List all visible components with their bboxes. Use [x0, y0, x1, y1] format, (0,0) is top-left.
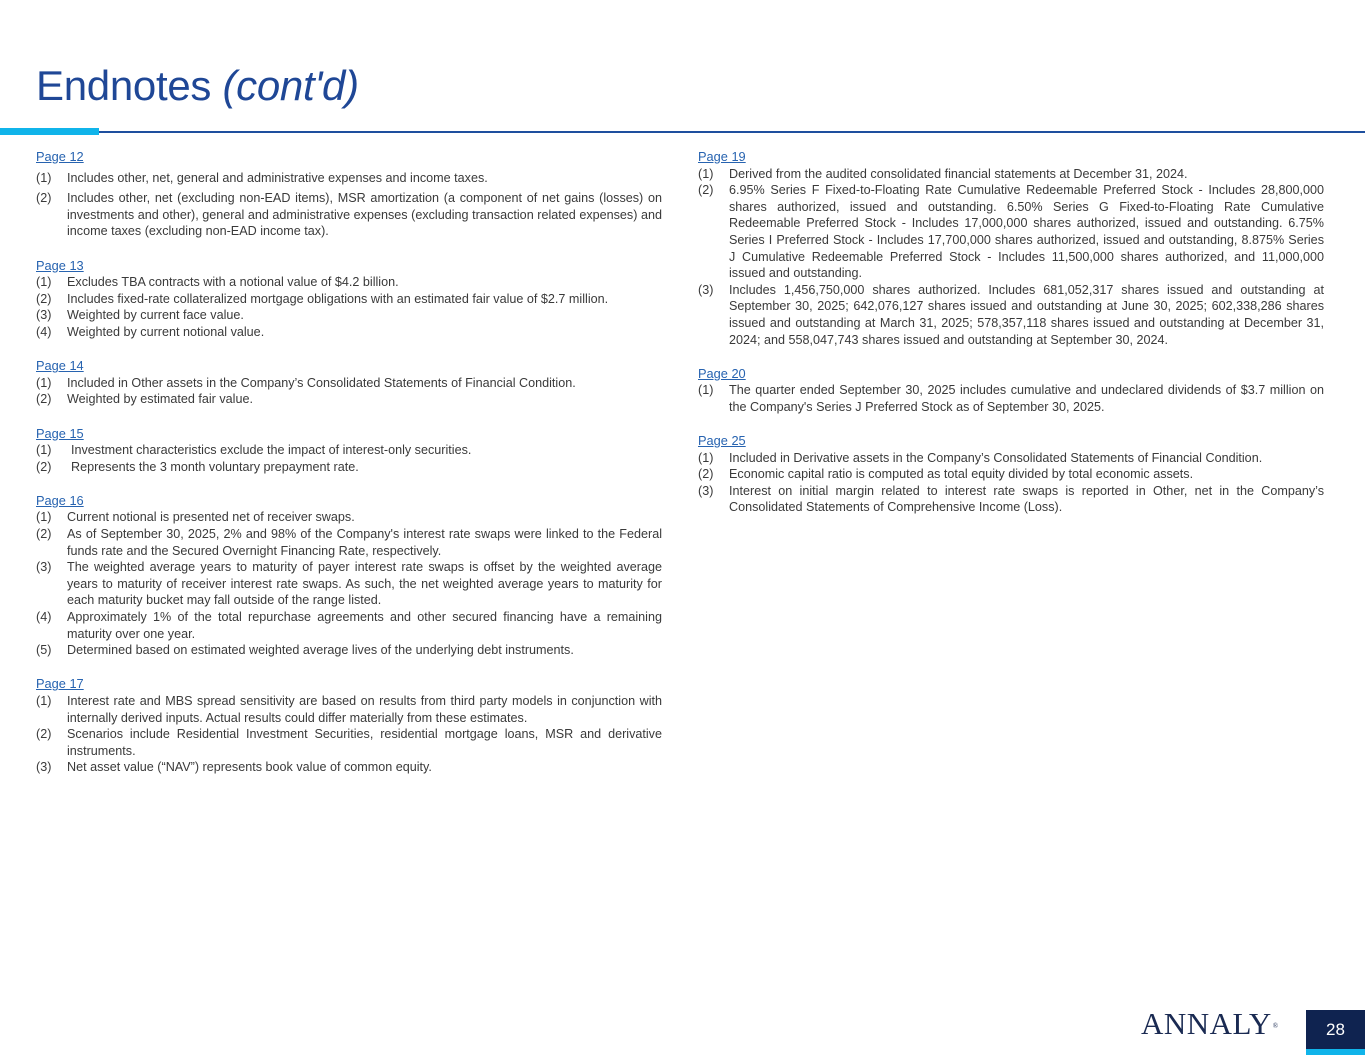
header-accent-bar	[0, 128, 99, 135]
endnote	[36, 307, 662, 324]
endnote-number: (1)	[36, 275, 52, 290]
page-link-20[interactable]: Page 20	[698, 365, 746, 381]
endnote-text: Interest rate and MBS spread sensitivity are based on results from third party models in conjunction with internally derived inputs. Actual results could differ materially from these estimates.	[67, 694, 662, 725]
endnote-text: Includes fixed-rate collateralized mortgage obligations with an estimated fair value of $2.7 million.	[67, 291, 609, 306]
endnote-text: Approximately 1% of the total repurchase agreements and other secured financing have a remaining maturity over one year.	[67, 610, 662, 641]
endnote-text: Includes 1,456,750,000 shares authorized. Includes 681,052,317 shares issued and outstanding at September 30, 2025; 642,076,127 shares issued and outstanding at June 30, 2025; 602,338,286 shares issued and outstanding at March 31, 2025; 578,357,118 shares issued and outstanding at December 31, 2024; and 558,047,743 shares issued and outstanding at September 30, 2024.	[729, 282, 1324, 347]
endnote-number: (1)	[36, 510, 52, 525]
endnote-text: Net asset value (“NAV”) represents book value of common equity.	[67, 760, 432, 775]
endnote-text: Excludes TBA contracts with a notional value of $4.2 billion.	[67, 275, 399, 290]
page-link-17[interactable]: Page 17	[36, 676, 84, 692]
endnote-number: (3)	[36, 560, 52, 575]
endnote-text: Weighted by current face value.	[67, 308, 244, 323]
page-number: 28	[1326, 1019, 1345, 1039]
endnote-text: Interest on initial margin related to interest rate swaps is reported in Other, net in the Company’s Consolidated Statements of Comprehensive Income (Loss).	[729, 483, 1324, 515]
endnote-text: Includes other, net (excluding non-EAD items), MSR amortization (a component of net gains (losses) on investments and other), general and administrative expenses (excluding transaction related expenses) and income taxes (excluding non-EAD income tax).	[67, 191, 662, 239]
endnote-number: (3)	[698, 483, 714, 498]
endnote	[36, 526, 662, 559]
page-link-14[interactable]: Page 14	[36, 358, 84, 374]
endnote	[36, 693, 662, 726]
endnote-text: Economic capital ratio is computed as total equity divided by total economic assets.	[729, 467, 1194, 482]
endnote-section-page-15	[36, 425, 662, 476]
endnote-section-page-25	[698, 432, 1324, 516]
endnote	[36, 509, 662, 526]
registered-mark: ®	[1272, 1022, 1279, 1030]
endnote-section-page-14	[36, 357, 662, 408]
page-link-25[interactable]: Page 25	[698, 433, 746, 449]
endnote-number: (1)	[36, 170, 52, 185]
endnote-number: (2)	[36, 191, 52, 206]
endnote	[36, 726, 662, 759]
endnote-text: Represents the 3 month voluntary prepayment rate.	[71, 459, 359, 474]
endnote	[36, 759, 662, 776]
page-link-19[interactable]: Page 19	[698, 149, 746, 164]
right-column	[698, 148, 1324, 533]
endnote-number: (4)	[36, 324, 52, 339]
endnote-number: (3)	[36, 760, 52, 775]
title-italic: (cont'd)	[222, 62, 359, 109]
endnote-text: As of September 30, 2025, 2% and 98% of the Company's interest rate swaps were linked to the Federal funds rate and the Secured Overnight Financing Rate, respectively.	[67, 527, 662, 558]
endnote	[36, 609, 662, 642]
endnote	[698, 182, 1324, 282]
endnote-number: (1)	[36, 694, 52, 708]
endnote-number: (2)	[36, 527, 52, 542]
endnote	[36, 559, 662, 609]
endnote-section-page-16	[36, 492, 662, 659]
page-link-15[interactable]: Page 15	[36, 425, 84, 441]
endnote-number: (1)	[698, 166, 714, 181]
endnote	[36, 291, 662, 308]
endnote-section-page-13	[36, 257, 662, 341]
endnote-text: Included in Derivative assets in the Company’s Consolidated Statements of Financial Condition.	[729, 450, 1263, 465]
endnote-section-page-19	[698, 148, 1324, 348]
endnote-number: (3)	[698, 282, 714, 297]
endnote	[698, 450, 1324, 467]
endnote-number: (4)	[36, 610, 52, 625]
endnote-number: (5)	[36, 643, 52, 658]
title-main: Endnotes	[36, 62, 223, 109]
annaly-logo	[1141, 1006, 1279, 1042]
endnote-text: Weighted by estimated fair value.	[67, 392, 253, 407]
endnote-text: Current notional is presented net of receiver swaps.	[67, 510, 355, 525]
endnote	[36, 190, 662, 240]
page-number-badge	[1306, 1010, 1365, 1049]
endnote-number: (2)	[698, 467, 714, 482]
endnote	[698, 466, 1324, 483]
endnote-text: Includes other, net, general and administrative expenses and income taxes.	[67, 170, 488, 185]
endnote-number: (1)	[36, 443, 52, 458]
page-link-12[interactable]: Page 12	[36, 149, 84, 164]
endnote	[36, 170, 662, 187]
page-number-accent-strip	[1306, 1049, 1365, 1055]
endnote	[698, 166, 1324, 183]
endnote-text: Weighted by current notional value.	[67, 324, 265, 339]
header-divider	[99, 131, 1365, 133]
endnote-text: Scenarios include Residential Investment Securities, residential mortgage loans, MSR and derivative instruments.	[67, 727, 662, 758]
endnote-number: (2)	[36, 459, 52, 474]
endnote	[36, 459, 662, 476]
endnote	[698, 483, 1324, 516]
endnote	[36, 642, 662, 659]
page-title	[36, 60, 359, 112]
endnote-text: The weighted average years to maturity of payer interest rate swaps is offset by the weighted average years to maturity of receiver interest rate swaps. As such, the net weighted average years to maturity for each maturity bucket may fall outside of the range listed.	[67, 560, 662, 608]
endnote-section-page-20	[698, 365, 1324, 416]
endnote-text: 6.95% Series F Fixed-to-Floating Rate Cumulative Redeemable Preferred Stock - Includes 28,800,000 shares authorized, issued and outstanding. 6.50% Series G Fixed-to-Floating Rate Cumulative Redeemable Preferred Stock - Includes 17,000,000 shares authorized, issued and outstanding. 6.75% Series I Preferred Stock - Includes 17,700,000 shares authorized, issued and outstanding, 8.875% Series J Cumulative Redeemable Preferred Stock - Includes 11,500,000 shares authorized, and 11,000,000 issued and outstanding.	[729, 183, 1324, 281]
endnote-number: (2)	[36, 727, 52, 742]
endnote-number: (2)	[36, 291, 52, 306]
endnote-number: (2)	[36, 392, 52, 407]
left-column	[36, 148, 662, 793]
endnote	[698, 282, 1324, 348]
endnote-text: Investment characteristics exclude the impact of interest-only securities.	[71, 443, 472, 458]
endnote-number: (1)	[698, 450, 714, 465]
endnote-number: (1)	[36, 375, 52, 390]
page-link-13[interactable]: Page 13	[36, 257, 84, 273]
endnote	[36, 274, 662, 291]
endnote-text: Determined based on estimated weighted average lives of the underlying debt instruments.	[67, 643, 574, 658]
endnote-number: (3)	[36, 308, 52, 323]
endnote	[698, 382, 1324, 415]
endnote	[36, 324, 662, 341]
endnote-number: (1)	[698, 383, 714, 398]
logo-text: ANNALY	[1141, 1006, 1272, 1041]
endnote	[36, 391, 662, 408]
page-link-16[interactable]: Page 16	[36, 492, 84, 508]
endnote-text: The quarter ended September 30, 2025 includes cumulative and undeclared dividends of $3.7 million on the Company's Series J Preferred Stock as of September 30, 2025.	[729, 383, 1324, 414]
endnote-number: (2)	[698, 183, 714, 198]
endnote	[36, 375, 662, 392]
endnote-section-page-17	[36, 675, 662, 776]
endnote-text: Derived from the audited consolidated financial statements at December 31, 2024.	[729, 166, 1188, 181]
endnote	[36, 442, 662, 459]
endnote-section-page-12	[36, 148, 662, 240]
endnote-text: Included in Other assets in the Company’s Consolidated Statements of Financial Condition.	[67, 375, 576, 390]
